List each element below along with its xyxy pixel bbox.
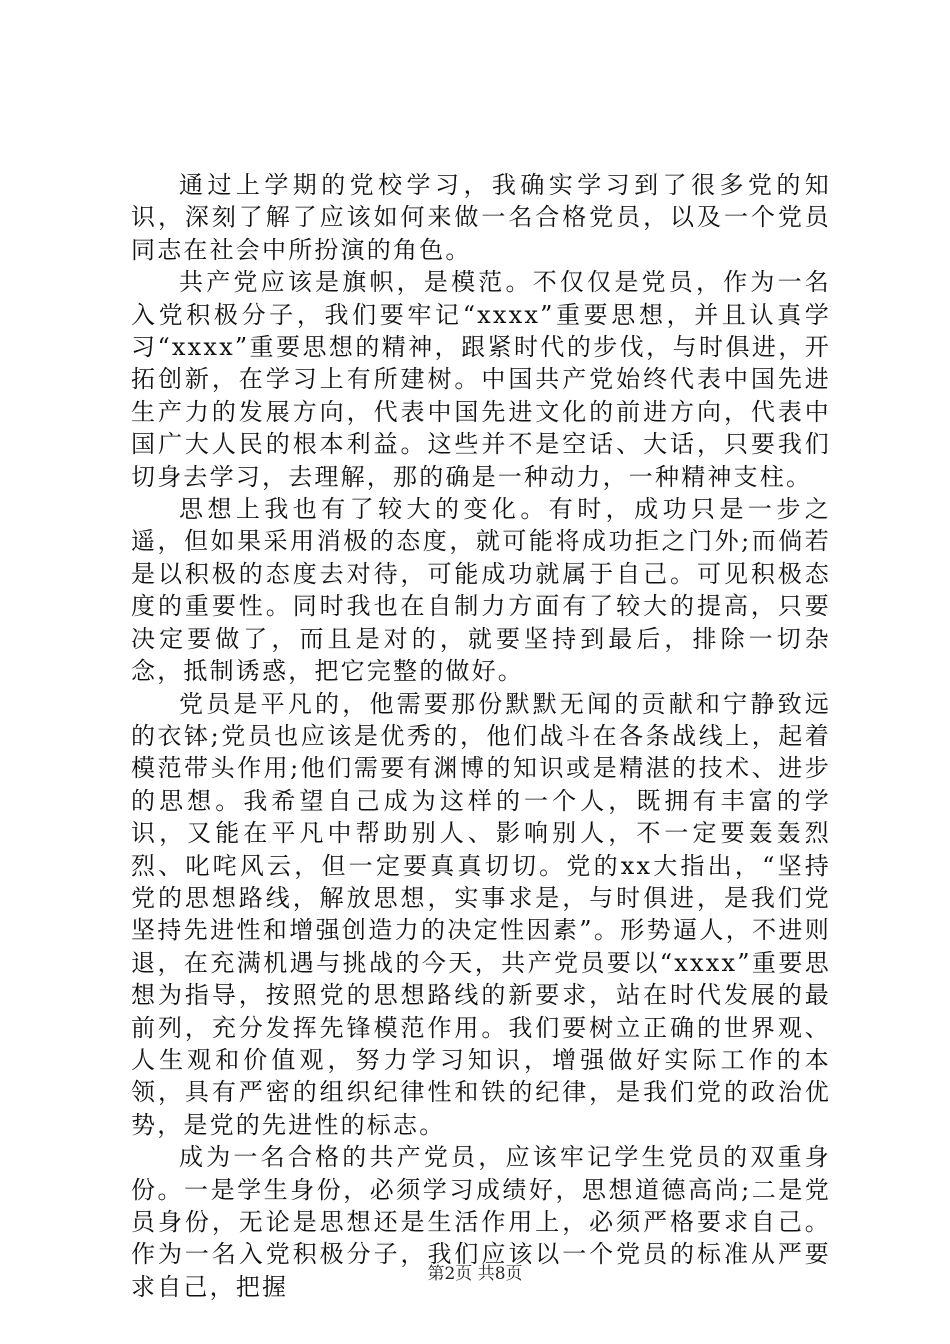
paragraph: 通过上学期的党校学习，我确实学习到了很多党的知识，深刻了解了应该如何来做一名合格党员，以及一个党员同志在社会中所扮演的角色。 <box>131 171 831 264</box>
paragraph: 共产党应该是旗帜，是模范。不仅仅是党员，作为一名入党积极分子，我们要牢记“xxxx”重要思想，并且认真学习“xxxx”重要思想的精神，跟紧时代的步伐，与时俱进，开拓创新，在学习上有所建树。中国共产党始终代表中国先进生产力的发展方向，代表中国先进文化的前进方向，代表中国广大人民的根本利益。这些并不是空话、大话，只要我们切身去学习，去理解，那的确是一种动力，一种精神支柱。 <box>131 268 831 491</box>
paragraph: 思想上我也有了较大的变化。有时，成功只是一步之遥，但如果采用消极的态度，就可能将成功拒之门外;而倘若是以积极的态度去对待，可能成功就属于自己。可见积极态度的重要性。同时我也在自制力方面有了较大的提高，只要决定要做了，而且是对的，就要坚持到最后，排除一切杂念，抵制诱惑，把它完整的做好。 <box>131 495 831 686</box>
paragraph: 党员是平凡的，他需要那份默默无闻的贡献和宁静致远的衣钵;党员也应该是优秀的，他们战斗在各条战线上，起着模范带头作用;他们需要有渊博的知识或是精湛的技术、进步的思想。我希望自己成为这样的一个人，既拥有丰富的学识，又能在平凡中帮助别人、影响别人，不一定要轰轰烈烈、叱咤风云，但一定要真真切切。党的xx大指出，“坚持党的思想路线，解放思想，实事求是，与时俱进，是我们党坚持先进性和增强创造力的决定性因素”。形势逼人，不进则退，在充满机遇与挑战的今天，共产党员要以“xxxx”重要思想为指导，按照党的思想路线的新要求，站在时代发展的最前列，充分发挥先锋模范作用。我们要树立正确的世界观、人生观和价值观，努力学习知识，增强做好实际工作的本领，具有严密的组织纪律性和铁的纪律，是我们党的政治优势，是党的先进性的标志。 <box>131 689 831 1139</box>
page-footer: 第2页 共8页 <box>427 1264 523 1284</box>
paragraph: 成为一名合格的共产党员，应该牢记学生党员的双重身份。一是学生身份，必须学习成绩好，思想道德高尚;二是党员身份，无论是思想还是生活作用上，必须严格要求自己。作为一名入党积极分子，我们应该以一个党员的标准从严要求自己，把握 <box>131 1143 831 1301</box>
document-body <box>131 169 831 1303</box>
